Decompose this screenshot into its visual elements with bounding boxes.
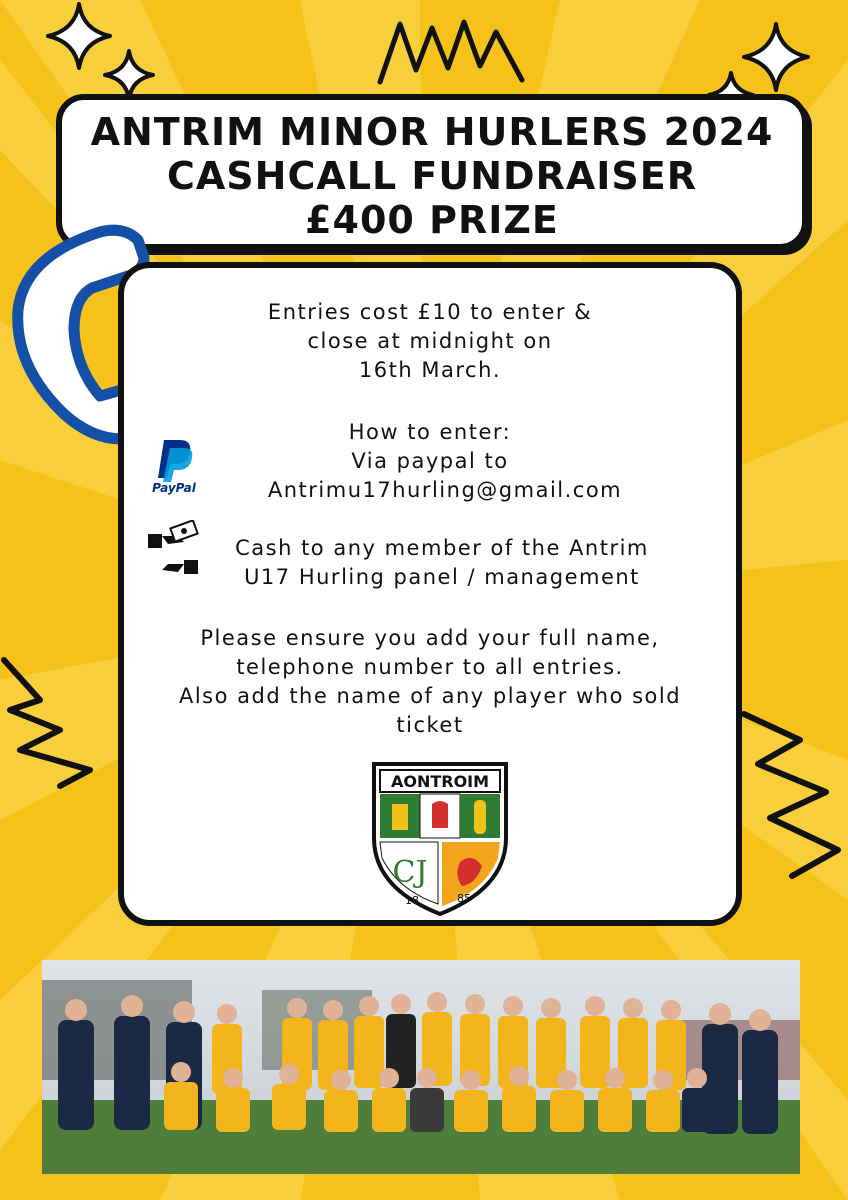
how-to-enter-text [124,418,736,505]
how-heading: How to enter: [348,420,512,444]
crest-banner: AONTROIM [390,772,490,791]
crest-letters: CJ [392,855,428,890]
ensure-line: Please ensure you add your full name, [200,626,660,650]
title-line-1: ANTRIM MINOR HURLERS 2024 [90,110,774,154]
info-box [118,262,742,926]
crest [368,758,512,918]
paypal-logo-text: PayPal [152,481,196,495]
paypal-email[interactable]: Antrimu17hurling@gmail.com [267,478,623,502]
cash-line: U17 Hurling panel / management [244,565,640,589]
ensure-text [124,624,736,740]
burst-scribble [0,650,120,790]
crest-year-left: 18 [405,894,419,907]
ensure-line: Also add the name of any player who sold [178,684,682,708]
cash-line: Cash to any member of the Antrim [235,536,649,560]
entries-text [124,298,736,385]
zigzag-scribble [372,10,532,90]
team-photo [42,960,800,1174]
ensure-line: ticket [396,713,464,737]
entries-line: close at midnight on [307,329,553,353]
title-line-2: CASHCALL FUNDRAISER [167,154,697,198]
entries-line: 16th March. [358,358,502,382]
paypal-logo [142,434,206,498]
crest-year-right: 85 [457,892,471,905]
cash-text [124,534,736,592]
title-line-3: £400 PRIZE [305,198,559,242]
paypal-line: Via paypal to [351,449,509,473]
cash-hand-icon [144,520,204,584]
burst-scribble [730,700,848,880]
ensure-line: telephone number to all entries. [236,655,624,679]
entries-line: Entries cost £10 to enter & [267,300,593,324]
